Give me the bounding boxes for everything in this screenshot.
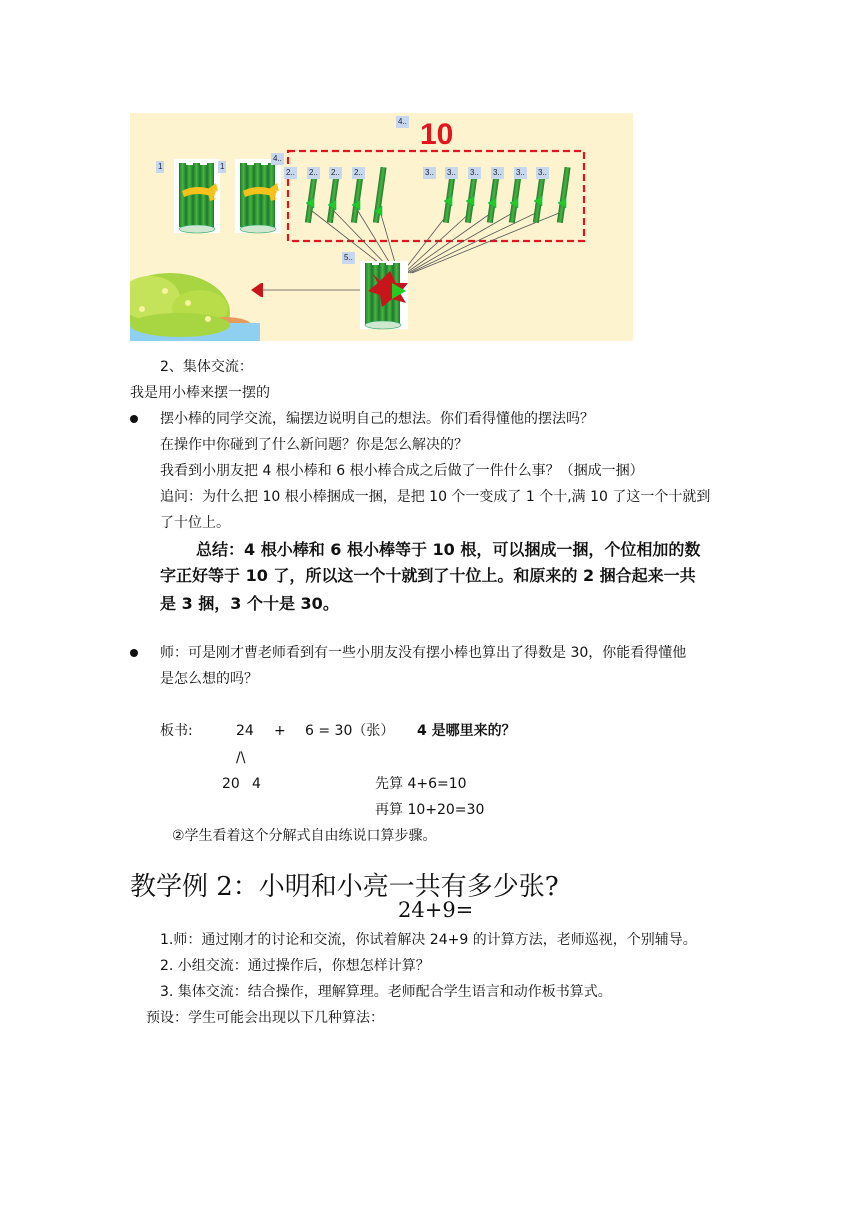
bullet1-line: 在操作中你碰到了什么新问题？你是怎么解决的？	[160, 437, 468, 453]
bullet1-line: 我看到小朋友把 4 根小棒和 6 根小棒合成之后做了一件什么事？（捆成一捆）	[160, 463, 644, 479]
stick-bundle-figure	[130, 113, 633, 341]
left-arrow-marker	[251, 283, 263, 297]
example2-preset: 预设：学生可能会出现以下几种算法：	[146, 1010, 384, 1026]
single-sticks	[305, 167, 571, 223]
new-bundle	[360, 261, 408, 329]
board-step2: 再算 10+20=30	[375, 802, 485, 818]
bullet-dot	[130, 649, 138, 657]
anim-tag: 2..	[286, 168, 295, 177]
anim-tag: 2..	[354, 168, 363, 177]
anim-tag: 5..	[344, 253, 353, 262]
animation-markers	[306, 196, 566, 216]
stick-bundle-1	[174, 159, 220, 233]
anim-tag: 3..	[516, 168, 525, 177]
board-step1: 先算 4+6=10	[375, 776, 467, 792]
board-label: 板书:	[160, 723, 193, 739]
anim-tag: 3..	[447, 168, 456, 177]
bullet1-line: 了十位上。	[160, 515, 230, 531]
anim-tag: 1	[158, 162, 163, 171]
board-plus: +	[274, 723, 286, 739]
bullet-dot	[130, 415, 138, 423]
example2-item: 3. 集体交流：结合操作，理解算理。老师配合学生语言和动作板书算式。	[160, 984, 612, 1000]
anim-tag: 2..	[309, 168, 318, 177]
bullet1-line: 追问：为什么把 10 根小棒捆成一捆，是把 10 个一变成了 1 个十,满 10 了这一个十就到	[160, 489, 711, 505]
section2-intro: 我是用小棒来摆一摆的	[130, 385, 270, 401]
bush-decoration	[130, 273, 260, 341]
anim-tag: 4..	[273, 154, 282, 163]
board-rest: 6 = 30（张）	[305, 723, 395, 739]
example2-heading: 教学例 2：小明和小亮一共有多少张?	[130, 872, 559, 902]
board-part-4: 4	[252, 776, 261, 792]
section2-title: 2、集体交流：	[160, 359, 253, 375]
example2-item: 2. 小组交流：通过操作后，你想怎样计算？	[160, 958, 430, 974]
example2-item: 1.师：通过刚才的讨论和交流，你试着解决 24+9 的计算方法，老师巡视，个别辅导。	[160, 932, 697, 948]
board-part-20: 20	[222, 776, 240, 792]
board-note: ②学生看着这个分解式自由练说口算步骤。	[172, 828, 437, 844]
summary-line: 总结：4 根小棒和 6 根小棒等于 10 根，可以捆成一捆，个位相加的数	[196, 540, 701, 559]
big-number-ten: 10	[420, 118, 454, 151]
example2-formula: 24+9=	[398, 898, 474, 922]
motion-path-lines	[262, 211, 564, 290]
board-split: /\	[236, 750, 246, 766]
anim-tag: 1	[220, 162, 225, 171]
anim-tag: 3..	[425, 168, 434, 177]
anim-tag: 3..	[538, 168, 547, 177]
summary-line: 字正好等于 10 了，所以这一个十就到了十位上。和原来的 2 捆合起来一共	[160, 566, 696, 585]
bullet1-line: 摆小棒的同学交流，编摆边说明自己的想法。你们看得懂他的摆法吗？	[160, 411, 594, 427]
anim-tag: 3..	[493, 168, 502, 177]
figure-canvas	[130, 113, 633, 341]
anim-tag: 3..	[470, 168, 479, 177]
anim-tag: 2..	[331, 168, 340, 177]
anim-tag: 4..	[398, 117, 407, 126]
stick-bundle-2	[235, 159, 281, 233]
bullet2-line: 师：可是刚才曹老师看到有一些小朋友没有摆小棒也算出了得数是 30，你能看得懂他	[160, 645, 687, 661]
board-question: 4 是哪里来的？	[417, 723, 516, 739]
bullet2-line: 是怎么想的吗？	[160, 671, 258, 687]
summary-line: 是 3 捆，3 个十是 30。	[160, 594, 339, 613]
board-number-24: 24	[236, 723, 254, 739]
